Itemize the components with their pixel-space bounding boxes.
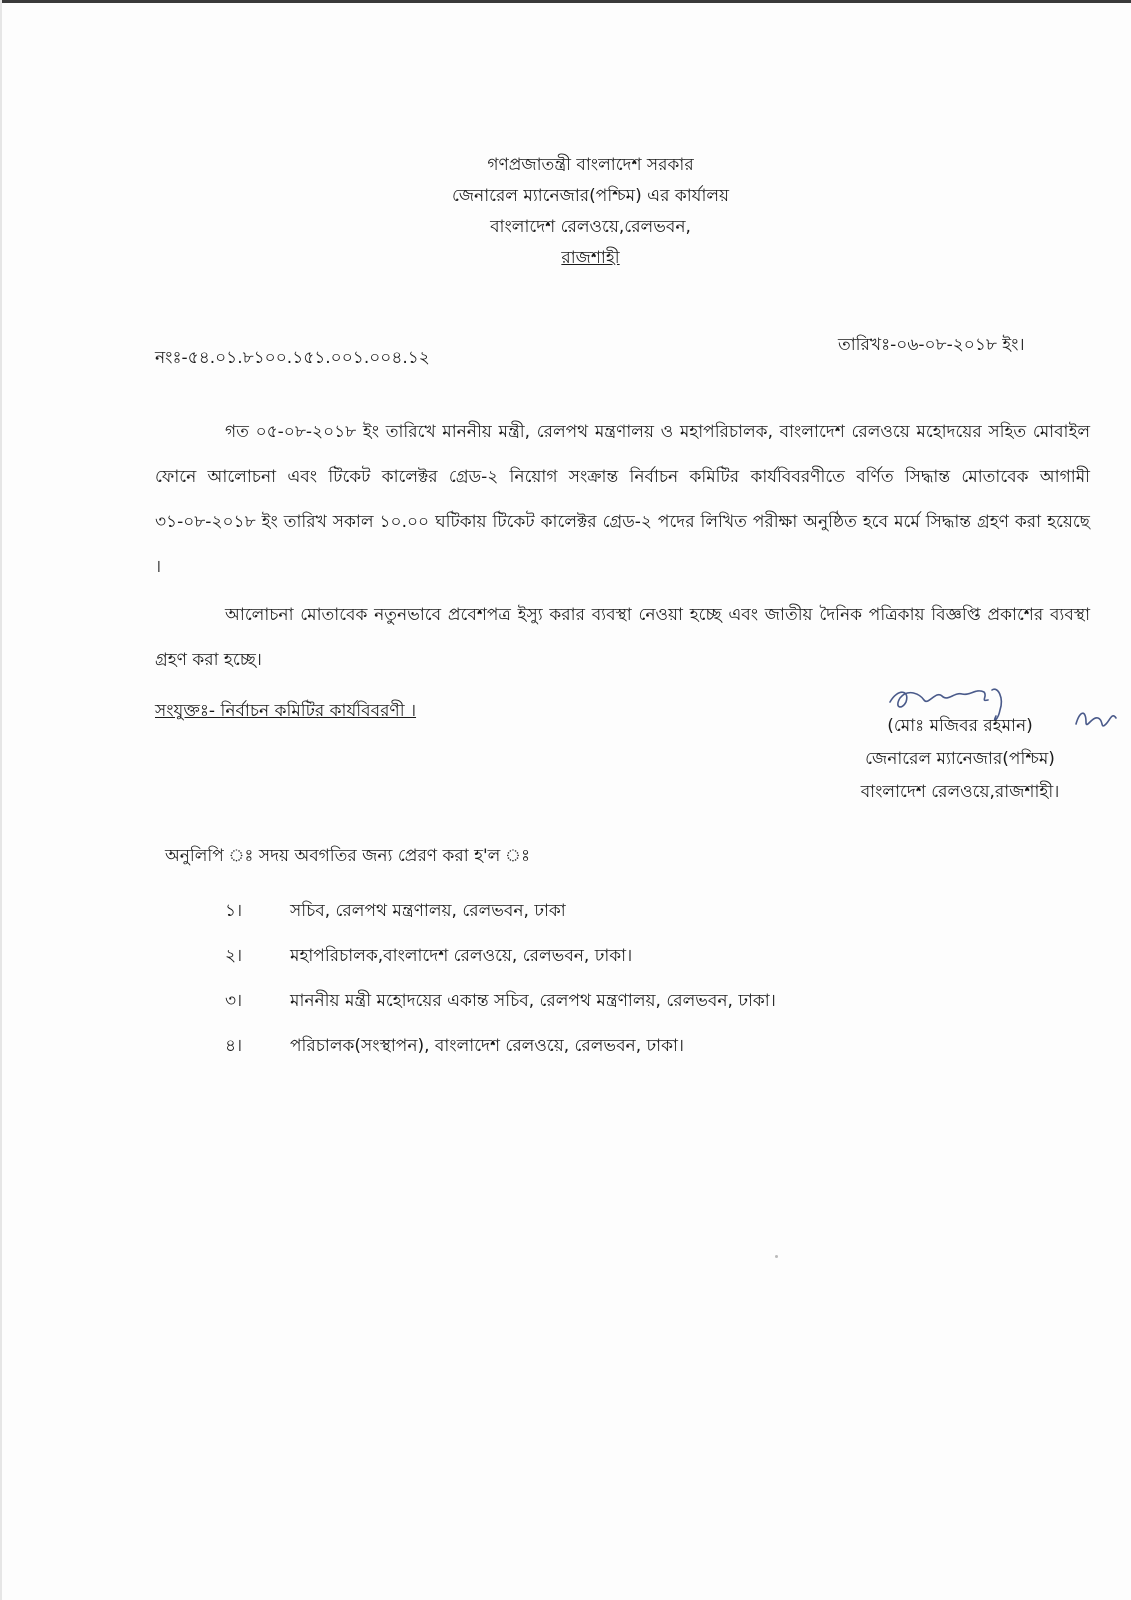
letterhead-office: জেনারেল ম্যানেজার(পশ্চিম) এর কার্যালয় <box>451 186 730 206</box>
list-item <box>225 1033 776 1078</box>
memo-reference-number: নংঃ-৫৪.০১.৮১০০.১৫১.০০১.০০৪.১২ <box>155 348 430 368</box>
memo-date: তারিখঃ-০৬-০৮-২০১৮ ইং। <box>838 335 1025 355</box>
list-item-number: ২। <box>225 946 243 966</box>
list-item <box>225 943 776 988</box>
letterhead-city <box>0 243 1131 274</box>
attachment-note: সংযুক্তঃ- নির্বাচন কমিটির কার্যবিবরণী । <box>155 701 417 721</box>
letterhead-organization: বাংলাদেশ রেলওয়ে,রেলভবন, <box>490 217 691 237</box>
body-paragraph-2: আলোচনা মোতাবেক নতুনভাবে প্রবেশপত্র ইস্যু করার ব্যবস্থা নেওয়া হচ্ছে এবং জাতীয় দৈনিক পত্রিকায় বিজ্ঞপ্তি প্রকাশের ব্যবস্থা গ্রহণ করা হচ্ছে। <box>155 605 1090 670</box>
scan-top-edge <box>0 0 1131 3</box>
signatory-office: বাংলাদেশ রেলওয়ে,রাজশাহী। <box>860 782 1060 802</box>
list-item-text: পরিচালক(সংস্থাপন), বাংলাদেশ রেলওয়ে, রেলভবন, ঢাকা। <box>290 1036 684 1056</box>
letterhead <box>0 150 1131 274</box>
list-item-number: ১। <box>225 901 243 921</box>
copy-distribution-list <box>225 898 776 1078</box>
letterhead-government: গণপ্রজাতন্ত্রী বাংলাদেশ সরকার <box>487 155 694 175</box>
signature-block <box>830 710 1090 809</box>
list-item-text: সচিব, রেলপথ মন্ত্রণালয়, রেলভবন, ঢাকা <box>290 901 566 921</box>
signatory-designation: জেনারেল ম্যানেজার(পশ্চিম) <box>865 749 1055 769</box>
signatory-name: (মোঃ মজিবর রহমান) <box>887 716 1033 736</box>
body-paragraph-1: গত ০৫-০৮-২০১৮ ইং তারিখে মাননীয় মন্ত্রী, রেলপথ মন্ত্রণালয় ও মহাপরিচালক, বাংলাদেশ রেলওয়ে মহোদয়ের সহিত মোবাইল ফোনে আলোচনা এবং টিকেট কালেক্টর গ্রেড-২ নিয়োগ সংক্রান্ত নির্বাচন কমিটির কার্যবিবরণীতে বর্ণিত সিদ্ধান্ত মোতাবেক আগামী ৩১-০৮-২০১৮ ইং তারিখ সকাল ১০.০০ ঘটিকায় টিকেট কালেক্টর গ্রেড-২ পদের লিখিত পরীক্ষা অনুষ্ঠিত হবে মর্মে সিদ্ধান্ত গ্রহণ করা হয়েছে । <box>155 422 1090 577</box>
list-item-number: ৩। <box>225 991 243 1011</box>
list-item <box>225 988 776 1033</box>
list-item-text: মাননীয় মন্ত্রী মহোদয়ের একান্ত সচিব, রেলপথ মন্ত্রণালয়, রেলভবন, ঢাকা। <box>290 991 776 1011</box>
list-item-number: ৪। <box>225 1036 243 1056</box>
list-item-text: মহাপরিচালক,বাংলাদেশ রেলওয়ে, রেলভবন, ঢাকা। <box>290 946 633 966</box>
scan-speck <box>775 1255 778 1258</box>
copy-distribution-heading: অনুলিপি ঃ সদয় অবগতির জন্য প্রেরণ করা হ'ল ঃ <box>165 846 531 866</box>
letterhead-city-text: রাজশাহী <box>561 248 620 268</box>
list-item <box>225 898 776 943</box>
